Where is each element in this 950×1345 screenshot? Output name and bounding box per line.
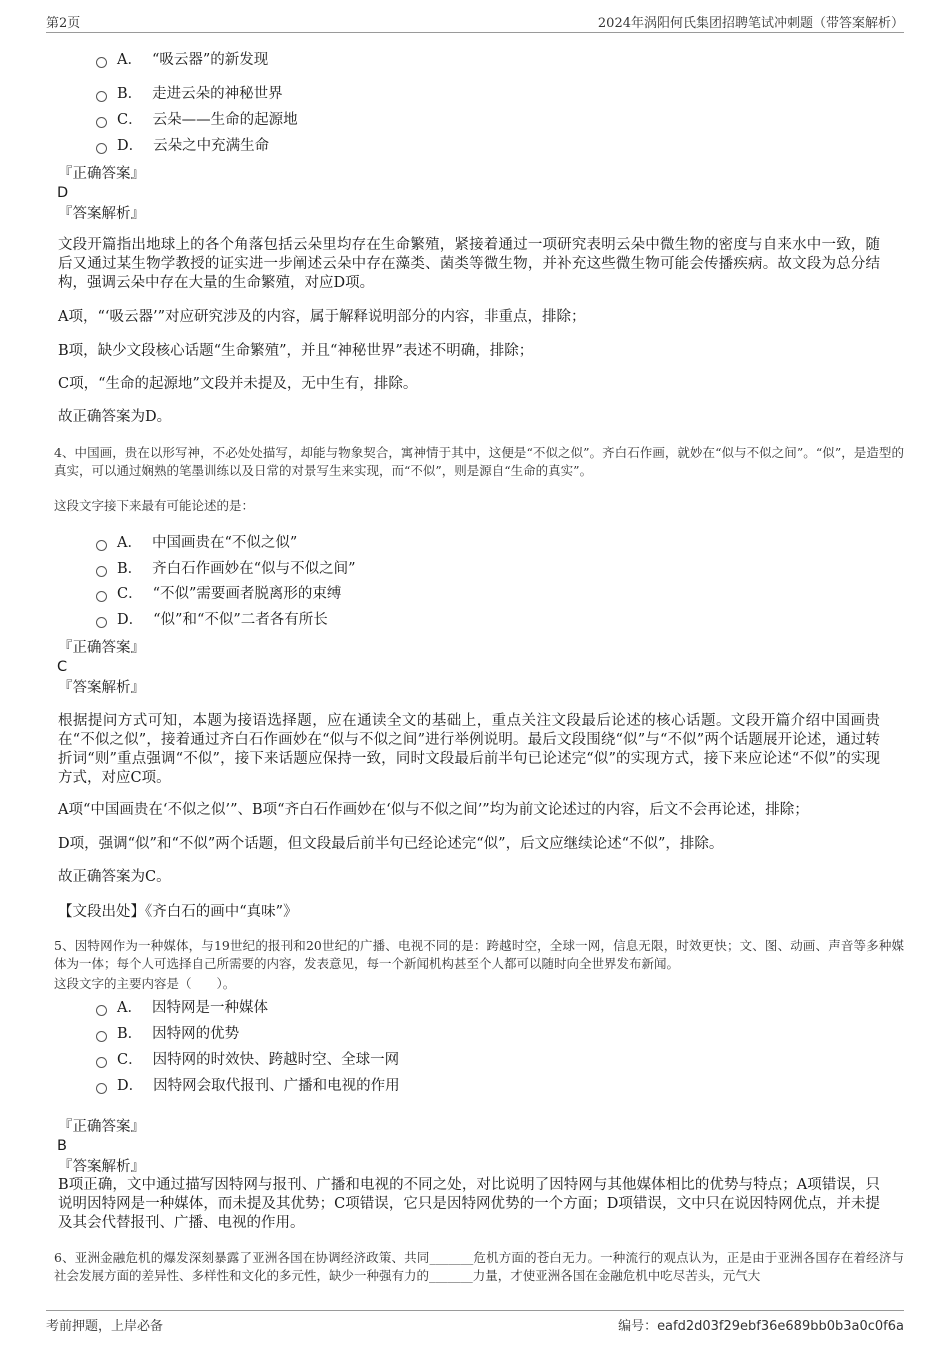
q4-stem: 4、中国画，贵在以形写神，不必处处描写，却能与物象契合，寓神情于其中，这便是“不似之似”。齐白石作画，就妙在“似与不似之间”。“似”，是造型的真实，可以通过娴熟的笔墨训练以及日常的对景写生来实现，而“不似”，则是源自“生命的真实”。 — [54, 445, 904, 478]
footer-slogan: 考前押题，上岸必备 — [46, 1319, 164, 1334]
q4-option-d[interactable]: D． “似”和“不似”二者各有所长 — [96, 610, 328, 630]
radio-icon[interactable] — [96, 91, 107, 102]
page-header — [46, 10, 904, 33]
q4-analysis-paragraph: D项，强调“似”和“不似”两个话题，但文段最后前半句已经论述完“似”，后文应继续论述“不似”，排除。 — [58, 836, 724, 852]
radio-icon[interactable] — [96, 57, 107, 68]
q4-answer: C — [57, 659, 68, 675]
document-title: 2024年涡阳何氏集团招聘笔试冲刺题（带答案解析） — [597, 16, 904, 31]
q4-source: 【文段出处】《齐白石的画中“真味”》 — [58, 904, 298, 920]
q3-conclusion: 故正确答案为D。 — [58, 409, 172, 425]
radio-icon[interactable] — [96, 117, 107, 128]
radio-icon[interactable] — [96, 1031, 107, 1042]
radio-icon[interactable] — [96, 1005, 107, 1016]
q3-analysis-paragraph: C项，“生命的起源地”文段并未提及，无中生有，排除。 — [58, 376, 418, 392]
radio-icon[interactable] — [96, 1083, 107, 1094]
q4-option-a[interactable]: A． 中国画贵在“不似之似” — [96, 533, 297, 553]
q3-option-d[interactable]: D． 云朵之中充满生命 — [96, 136, 269, 156]
q5-option-a[interactable]: A． 因特网是一种媒体 — [96, 998, 268, 1018]
page-footer — [46, 1310, 904, 1333]
radio-icon[interactable] — [96, 617, 107, 628]
radio-icon[interactable] — [96, 566, 107, 577]
q4-analysis-paragraph: 根据提问方式可知，本题为接语选择题，应在通读全文的基础上，重点关注文段最后论述的核心话题。文段开篇介绍中国画贵在“不似之似”，接着通过齐白石作画妙在“似与不似之间”进行举例说明。最后文段围绕“似”与“不似”两个话题展开论述，通过转折词“则”重点强调“不似”，接下来话题应保持一致，同时文段最后前半句已论述完“似”的实现方式，接下来应论述“不似”的实现方式，对应C项。 — [58, 713, 880, 786]
q4-prompt: 这段文字接下来最有可能论述的是： — [54, 498, 255, 513]
radio-icon[interactable] — [96, 1057, 107, 1068]
radio-icon[interactable] — [96, 591, 107, 602]
q3-answer-label: 『正确答案』 — [58, 166, 145, 182]
q5-stem: 5、因特网作为一种媒体，与19世纪的报刊和20世纪的广播、电视不同的是：跨越时空，全球一网，信息无限，时效更快；文、图、动画、声音等多种媒体为一体；每个人可选择自己所需要的内容，发表意见，每一个新闻机构甚至个人都可以随时向全世界发布新闻。 — [54, 938, 904, 971]
q5-answer: B — [57, 1138, 67, 1154]
q3-analysis-label: 『答案解析』 — [58, 206, 145, 222]
q4-answer-label: 『正确答案』 — [58, 640, 145, 656]
q5-analysis-label: 『答案解析』 — [58, 1159, 145, 1175]
q4-analysis-label: 『答案解析』 — [58, 680, 145, 696]
q3-answer: D — [57, 185, 69, 201]
q5-option-c[interactable]: C． 因特网的时效快、跨越时空、全球一网 — [96, 1050, 399, 1070]
q5-prompt: 这段文字的主要内容是（ ）。 — [54, 976, 236, 991]
q3-analysis-paragraph: 文段开篇指出地球上的各个角落包括云朵里均存在生命繁殖，紧接着通过一项研究表明云朵中微生物的密度与自来水中一致，随后又通过某生物学教授的证实进一步阐述云朵中存在藻类、菌类等微生物，并补充这些微生物可能会传播疾病。故文段为总分结构，强调云朵中存在大量的生命繁殖，对应D项。 — [58, 237, 880, 291]
q4-option-b[interactable]: B． 齐白石作画妙在“似与不似之间” — [96, 559, 355, 579]
q4-analysis-paragraph: A项“中国画贵在‘不似之似’”、B项“齐白石作画妙在‘似与不似之间’”均为前文论述过的内容，后文不会再论述，排除； — [58, 802, 809, 818]
radio-icon[interactable] — [96, 540, 107, 551]
radio-icon[interactable] — [96, 143, 107, 154]
q3-analysis-paragraph: A项，“‘吸云器’”对应研究涉及的内容，属于解释说明部分的内容，非重点，排除； — [58, 309, 586, 325]
q5-analysis: B项正确，文中通过描写因特网与报刊、广播和电视的不同之处，对比说明了因特网与其他媒体相比的优势与特点；A项错误，只说明因特网是一种媒体，而未提及其优势；C项错误，它只是因特网优势的一个方面；D项错误，文中只在说因特网优点，并未提及其会代替报刊、广播、电视的作用。 — [58, 1177, 880, 1231]
q3-option-c[interactable]: C． 云朵——生命的起源地 — [96, 110, 298, 130]
page-number: 第2页 — [46, 16, 81, 31]
document-code: 编号：eafd2d03f29ebf36e689bb0b3a0c0f6a — [618, 1319, 904, 1334]
q3-option-b[interactable]: B． 走进云朵的神秘世界 — [96, 84, 283, 104]
q5-answer-label: 『正确答案』 — [58, 1119, 145, 1135]
q4-conclusion: 故正确答案为C。 — [58, 869, 171, 885]
q6-stem: 6、亚洲金融危机的爆发深刻暴露了亚洲各国在协调经济政策、共同_______危机方面的苍白无力。一种流行的观点认为，正是由于亚洲各国存在着经济与社会发展方面的差异性、多样性和文化的多元性，缺少一种强有力的_______力量，才使亚洲各国在金融危机中吃尽苦头，元气大 — [54, 1250, 904, 1283]
q4-option-c[interactable]: C． “不似”需要画者脱离形的束缚 — [96, 584, 341, 604]
q5-option-d[interactable]: D． 因特网会取代报刊、广播和电视的作用 — [96, 1076, 400, 1096]
q3-option-a[interactable]: A． “吸云器”的新发现 — [96, 50, 268, 70]
q5-option-b[interactable]: B． 因特网的优势 — [96, 1024, 239, 1044]
q3-analysis-paragraph: B项，缺少文段核心话题“生命繁殖”，并且“神秘世界”表述不明确，排除； — [58, 343, 534, 359]
